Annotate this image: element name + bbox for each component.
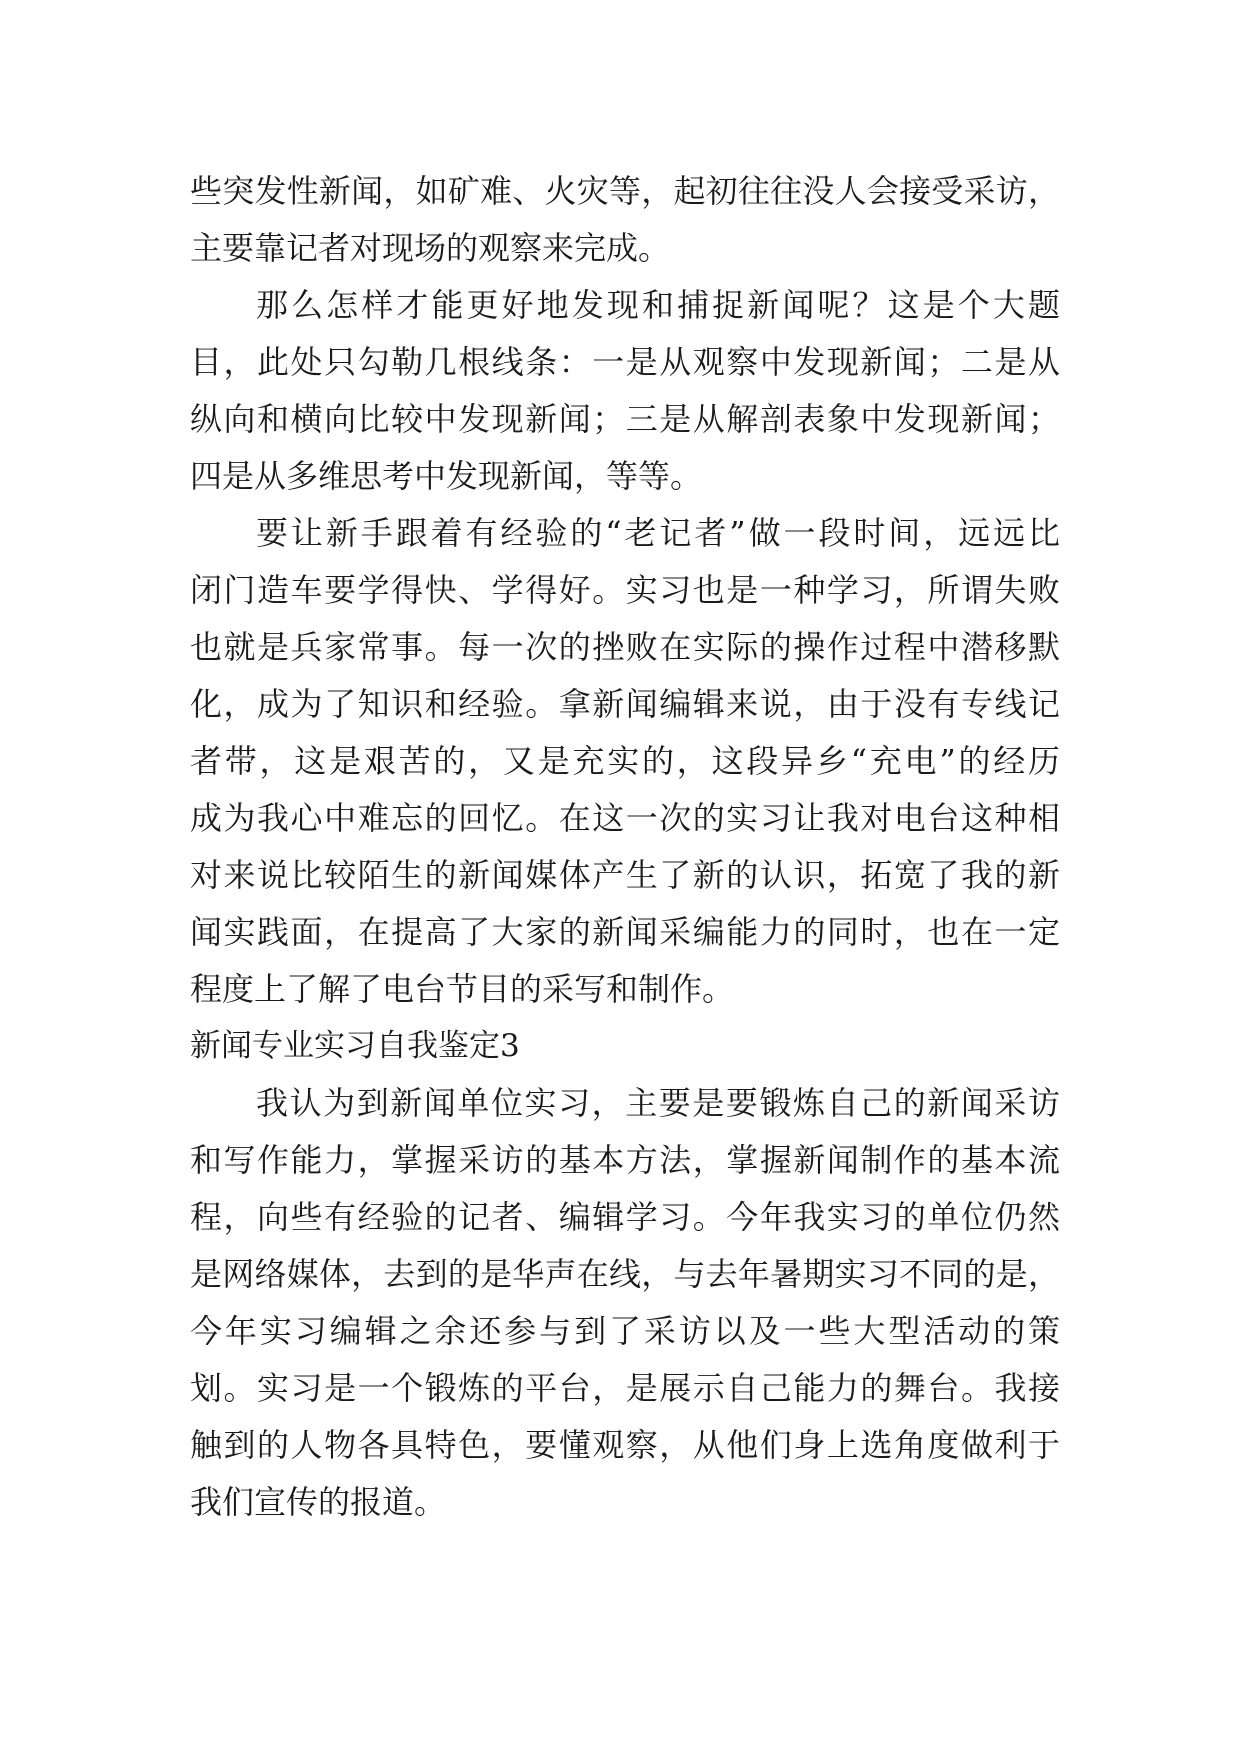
paragraph-3 <box>190 505 1060 1018</box>
text-line: 主要靠记者对现场的观察来完成。 <box>190 229 671 267</box>
text-line: 程度上了解了电台节目的采写和制作。 <box>190 970 735 1008</box>
text-line: 要让新手跟着有经验的“老记者”做一段时间，远远比 <box>256 514 1060 552</box>
text-line: 化，成为了知识和经验。拿新闻编辑来说，由于没有专线记 <box>190 685 1060 723</box>
text-line: 者带，这是艰苦的，又是充实的，这段异乡“充电”的经历 <box>190 742 1060 780</box>
text-line: 和写作能力，掌握采访的基本方法，掌握新闻制作的基本流 <box>190 1141 1060 1179</box>
text-line: 那么怎样才能更好地发现和捕捉新闻呢？这是个大题 <box>256 286 1060 324</box>
document-page <box>190 163 1060 1531</box>
text-line: 些突发性新闻，如矿难、火灾等，起初往往没人会接受采访， <box>190 172 1060 210</box>
paragraph-1 <box>190 163 1060 277</box>
text-line: 我认为到新闻单位实习，主要是要锻炼自己的新闻采访 <box>256 1084 1060 1122</box>
section-heading: 新闻专业实习自我鉴定3 <box>190 1028 520 1064</box>
text-line: 闻实践面，在提高了大家的新闻采编能力的同时，也在一定 <box>190 913 1060 951</box>
paragraph-4 <box>190 1075 1060 1531</box>
text-line: 是网络媒体，去到的是华声在线，与去年暑期实习不同的是， <box>190 1255 1060 1293</box>
text-line: 我们宣传的报道。 <box>190 1483 447 1521</box>
paragraph-2 <box>190 277 1060 505</box>
text-line: 目，此处只勾勒几根线条：一是从观察中发现新闻；二是从 <box>190 343 1060 381</box>
text-line: 今年实习编辑之余还参与到了采访以及一些大型活动的策 <box>190 1312 1060 1350</box>
text-line: 四是从多维思考中发现新闻，等等。 <box>190 457 703 495</box>
text-line: 程，向些有经验的记者、编辑学习。今年我实习的单位仍然 <box>190 1198 1060 1236</box>
text-line: 闭门造车要学得快、学得好。实习也是一种学习，所谓失败 <box>190 571 1060 609</box>
text-line: 成为我心中难忘的回忆。在这一次的实习让我对电台这种相 <box>190 799 1060 837</box>
text-line: 对来说比较陌生的新闻媒体产生了新的认识，拓宽了我的新 <box>190 856 1060 894</box>
text-line: 触到的人物各具特色，要懂观察，从他们身上选角度做利于 <box>190 1426 1060 1464</box>
text-line: 纵向和横向比较中发现新闻；三是从解剖表象中发现新闻； <box>190 400 1060 438</box>
text-line: 划。实习是一个锻炼的平台，是展示自己能力的舞台。我接 <box>190 1369 1060 1407</box>
text-line: 也就是兵家常事。每一次的挫败在实际的操作过程中潜移默 <box>190 628 1060 666</box>
